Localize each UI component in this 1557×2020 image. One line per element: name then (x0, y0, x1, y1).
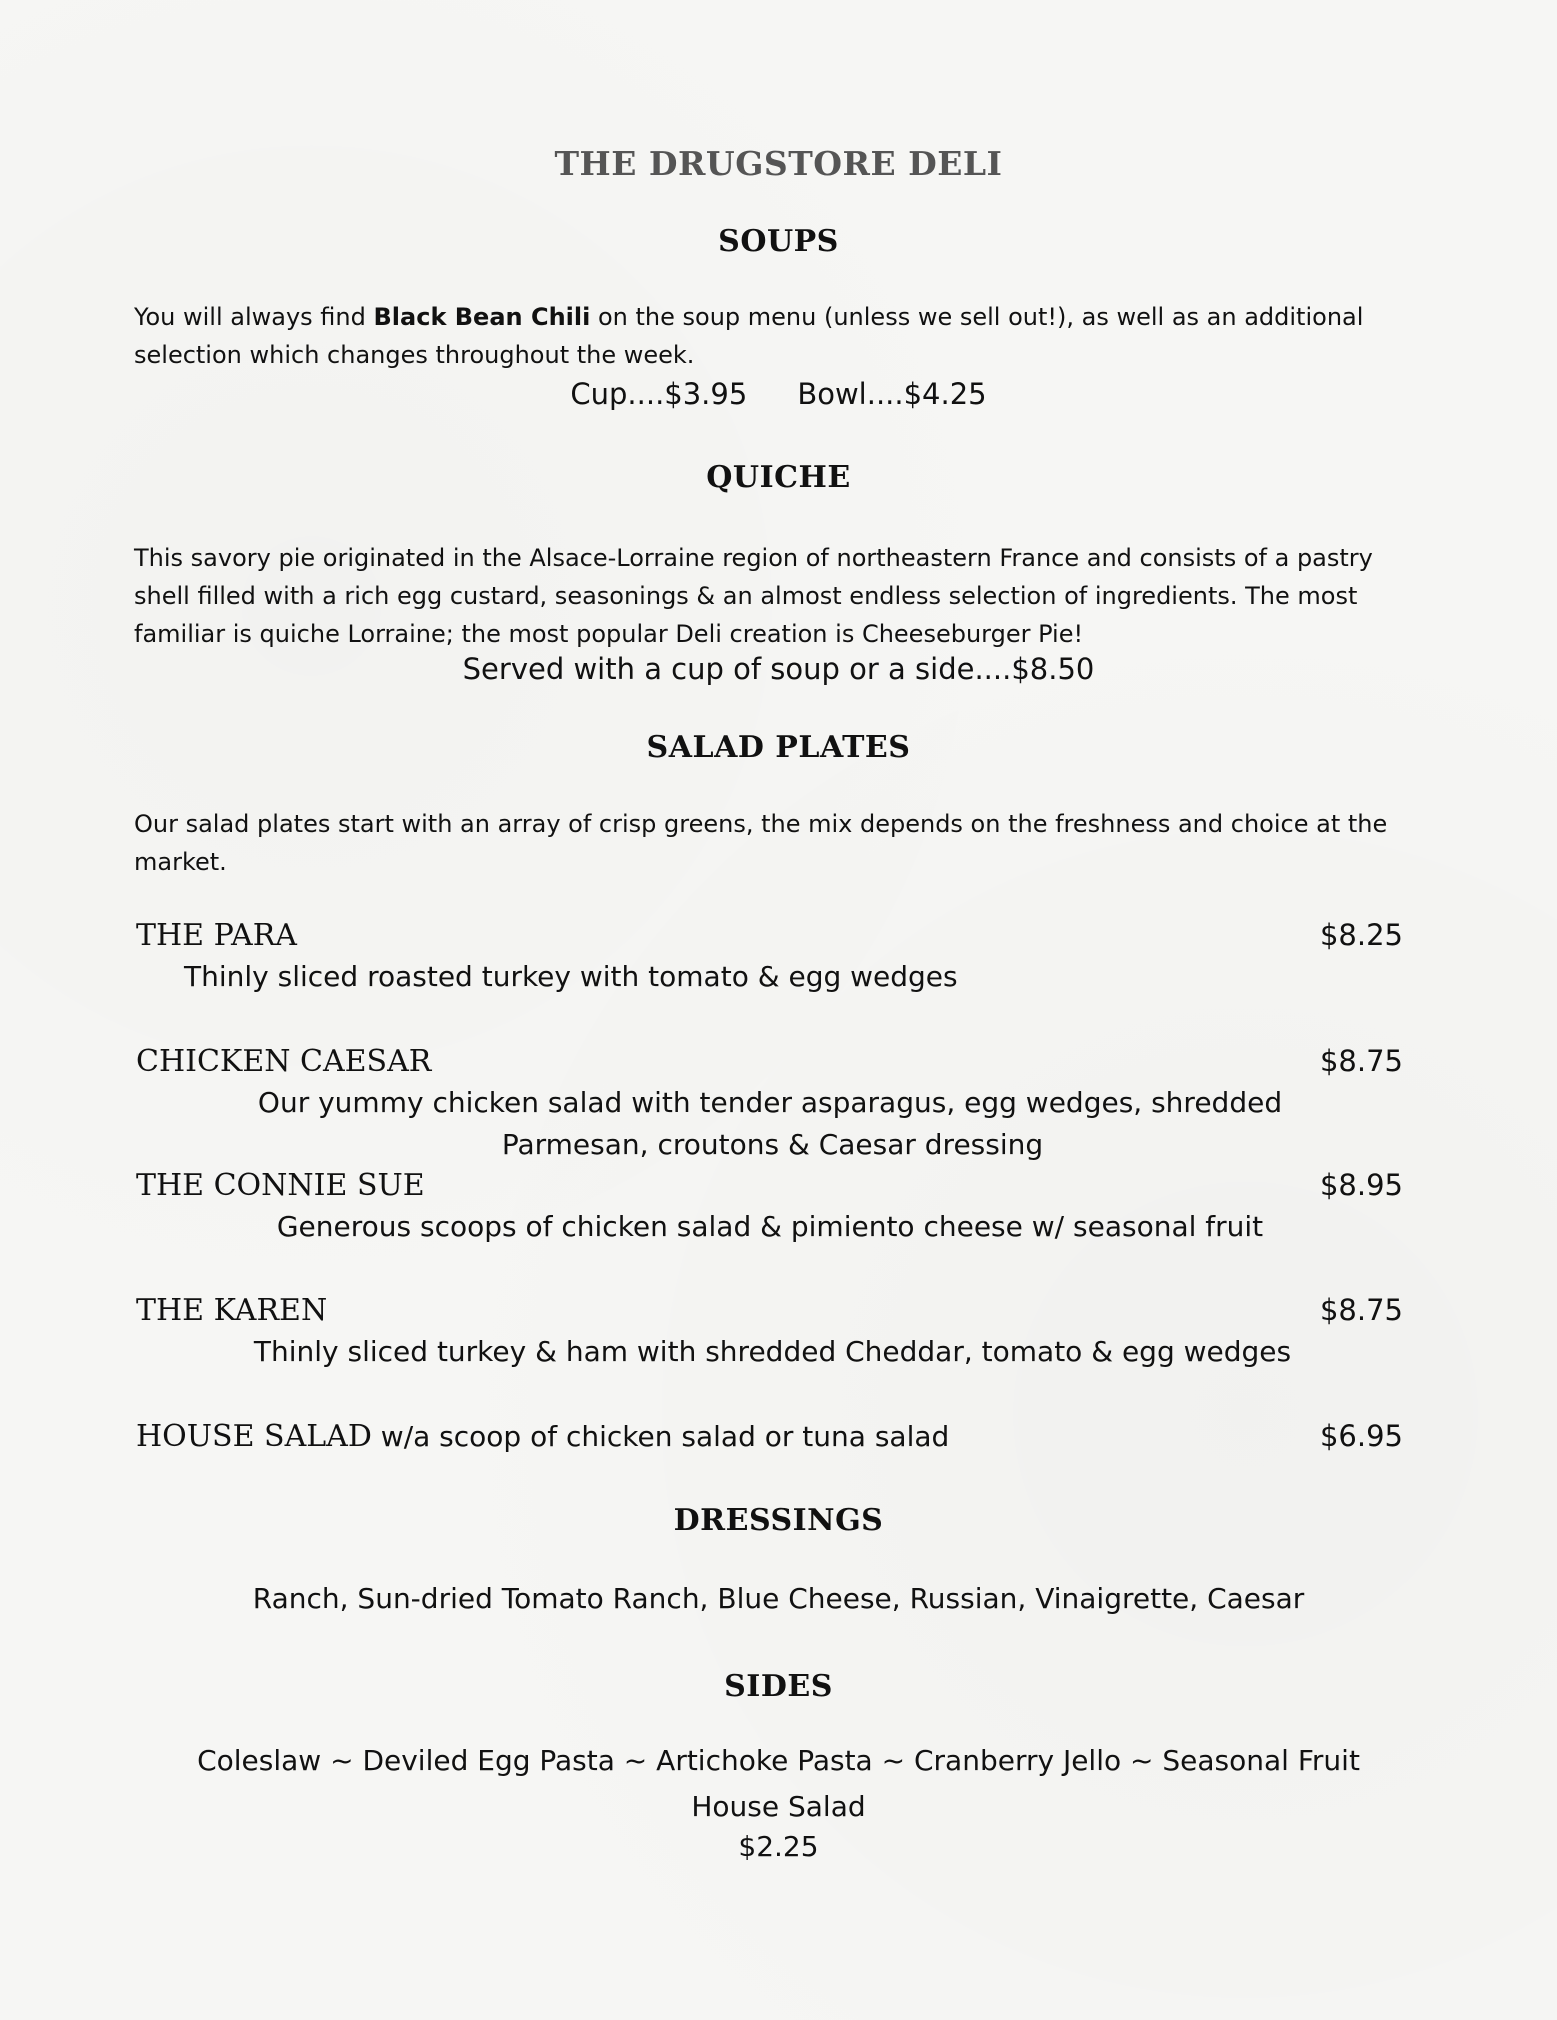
page-title: THE DRUGSTORE DELI (554, 144, 1003, 183)
salad-item-price: $8.75 (1319, 1044, 1403, 1078)
soups-bowl-price: Bowl....$4.25 (797, 377, 987, 411)
dressings-heading: DRESSINGS (673, 1503, 884, 1538)
soups-heading: SOUPS (718, 224, 839, 259)
salad-item-description: Thinly sliced roasted turkey with tomato & egg wedges (184, 960, 958, 993)
salad-item-price: $8.95 (1319, 1168, 1403, 1202)
quiche-served: Served with a cup of soup or a side....$8.50 (462, 652, 1095, 686)
salad-item-description: Generous scoops of chicken salad & pimiento cheese w/ seasonal fruit (276, 1210, 1264, 1243)
sides-heading: SIDES (724, 1669, 833, 1704)
salad-item-description: Parmesan, croutons & Caesar dressing (501, 1128, 1044, 1161)
salad-plates-heading: SALAD PLATES (646, 730, 911, 765)
soups-cup-price: Cup....$3.95 (570, 377, 748, 411)
salad-item-price: $8.25 (1319, 918, 1403, 952)
salad-item-name: THE CONNIE SUE (136, 1168, 425, 1203)
salad-item-description: Thinly sliced turkey & ham with shredded Cheddar, tomato & egg wedges (253, 1335, 1292, 1368)
sides-house-salad: House Salad (691, 1790, 866, 1823)
soups-text-bold: Black Bean Chili (373, 303, 591, 331)
soups-prices (0, 377, 1557, 411)
soups-text-after: on the soup menu (unless we sell out!), as well as an additional selection which changes throughout the week. (134, 303, 1364, 369)
dressings-list: Ranch, Sun-dried Tomato Ranch, Blue Cheese, Russian, Vinaigrette, Caesar (252, 1582, 1305, 1615)
house-salad-suffix: w/a scoop of chicken salad or tuna salad (371, 1420, 950, 1453)
soups-text-before: You will always find (134, 303, 374, 331)
salad-item-description: Our yummy chicken salad with tender asparagus, egg wedges, shredded (257, 1086, 1283, 1119)
salad-item-name: CHICKEN CAESAR (136, 1044, 432, 1079)
sides-price: $2.25 (738, 1830, 819, 1863)
house-salad-line (136, 1419, 949, 1454)
salad-item-name: THE KAREN (136, 1293, 328, 1328)
house-salad-price: $6.95 (1319, 1419, 1403, 1453)
sides-list: Coleslaw ~ Deviled Egg Pasta ~ Artichoke Pasta ~ Cranberry Jello ~ Seasonal Fruit (197, 1744, 1360, 1777)
salad-plates-description: Our salad plates start with an array of crisp greens, the mix depends on the freshness and choice at the market. (134, 810, 1388, 876)
quiche-description: This savory pie originated in the Alsace-Lorraine region of northeastern France and consists of a pastry shell filled with a rich egg custard, seasonings & an almost endless selection of ingredients. The most familiar is quiche Lorraine; the most popular Deli creation is Cheeseburger Pie! (134, 544, 1373, 648)
soups-description (134, 298, 1434, 374)
quiche-heading: QUICHE (706, 460, 851, 495)
house-salad-name: HOUSE SALAD (136, 1419, 372, 1454)
salad-item-name: THE PARA (136, 918, 297, 953)
salad-item-price: $8.75 (1319, 1293, 1403, 1327)
